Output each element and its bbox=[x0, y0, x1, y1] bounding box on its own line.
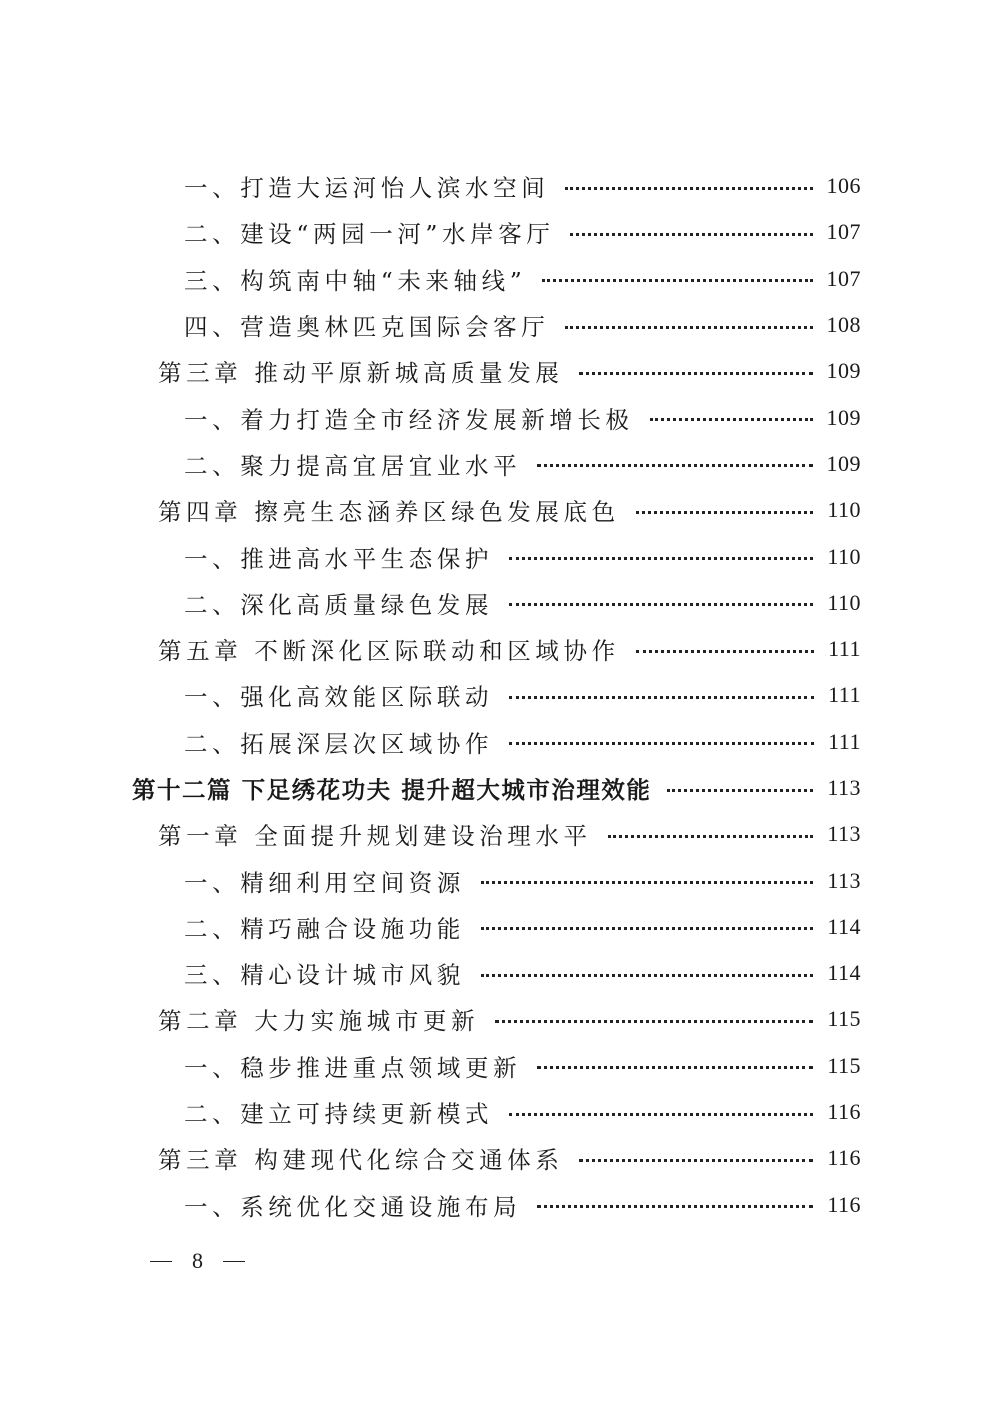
toc-entry-title: 二、建设“两园一河”水岸客厅 bbox=[184, 220, 555, 249]
toc-entry-page-number: 108 bbox=[826, 312, 861, 338]
toc-entry-section[interactable] bbox=[0, 1182, 992, 1228]
toc-entry-title: 第十二篇 下足绣花功夫 提升超大城市治理效能 bbox=[132, 776, 652, 804]
toc-entry-title: 二、聚力提高宜居宜业水平 bbox=[184, 451, 522, 480]
page-footer bbox=[150, 1248, 245, 1274]
toc-entry-section[interactable] bbox=[0, 1089, 992, 1135]
toc-leader-dots bbox=[579, 1159, 813, 1162]
toc-entry-title: 第二章 大力实施城市更新 bbox=[158, 1007, 480, 1036]
toc-entry-page-number: 113 bbox=[827, 775, 861, 800]
toc-entry-page-number: 107 bbox=[826, 219, 861, 245]
toc-leader-dots bbox=[509, 696, 814, 699]
toc-leader-dots bbox=[565, 187, 812, 190]
toc-leader-dots bbox=[537, 1205, 813, 1208]
toc-leader-dots bbox=[570, 233, 812, 236]
toc-entry-section[interactable] bbox=[0, 950, 992, 996]
toc-leader-dots bbox=[608, 835, 814, 838]
toc-leader-dots bbox=[636, 511, 814, 514]
toc-leader-dots bbox=[481, 881, 813, 884]
toc-entry-title: 三、精心设计城市风貌 bbox=[184, 961, 465, 990]
toc-entry-section[interactable] bbox=[0, 580, 992, 626]
toc-entry-title: 第一章 全面提升规划建设治理水平 bbox=[158, 822, 592, 851]
toc-entry-chapter[interactable] bbox=[0, 626, 992, 672]
toc-entry-title: 二、深化高质量绿色发展 bbox=[184, 590, 494, 619]
toc-entry-page-number: 114 bbox=[827, 913, 861, 939]
toc-entry-section[interactable] bbox=[0, 904, 992, 950]
toc-entry-page-number: 115 bbox=[827, 1006, 861, 1032]
toc-entry-title: 第三章 推动平原新城高质量发展 bbox=[158, 359, 564, 388]
toc-entry-section[interactable] bbox=[0, 1043, 992, 1089]
toc-leader-dots bbox=[667, 789, 813, 792]
toc-entry-title: 一、打造大运河怡人滨水空间 bbox=[184, 174, 550, 203]
toc-entry-section[interactable] bbox=[0, 719, 992, 765]
toc-entry-title: 一、稳步推进重点领域更新 bbox=[184, 1053, 522, 1082]
toc-leader-dots bbox=[537, 464, 812, 467]
toc-entry-title: 一、强化高效能区际联动 bbox=[184, 683, 494, 712]
toc-entry-title: 一、系统优化交通设施布局 bbox=[184, 1192, 522, 1221]
toc-entry-page-number: 109 bbox=[826, 404, 861, 430]
toc-entry-page-number: 111 bbox=[828, 636, 861, 662]
toc-entry-part[interactable] bbox=[0, 765, 992, 811]
footer-dash-right bbox=[223, 1261, 245, 1262]
footer-dash-left bbox=[150, 1261, 172, 1262]
toc-entry-page-number: 109 bbox=[826, 450, 861, 476]
toc-entry-section[interactable] bbox=[0, 302, 992, 348]
toc-entry-section[interactable] bbox=[0, 209, 992, 255]
toc-entry-page-number: 114 bbox=[827, 960, 861, 986]
toc-entry-title: 第三章 构建现代化综合交通体系 bbox=[158, 1146, 564, 1175]
toc-entry-title: 二、拓展深层次区域协作 bbox=[184, 729, 494, 758]
toc-entry-title: 四、营造奥林匹克国际会客厅 bbox=[184, 313, 550, 342]
toc-entry-page-number: 107 bbox=[826, 265, 861, 291]
toc-entry-page-number: 113 bbox=[827, 821, 861, 847]
toc-leader-dots bbox=[542, 279, 812, 282]
toc-entry-title: 第五章 不断深化区际联动和区域协作 bbox=[158, 637, 620, 666]
toc-leader-dots bbox=[481, 974, 813, 977]
toc-entry-page-number: 110 bbox=[827, 543, 861, 569]
page-number: 8 bbox=[192, 1248, 203, 1273]
toc-entry-title: 一、精细利用空间资源 bbox=[184, 868, 465, 897]
toc-entry-page-number: 116 bbox=[827, 1099, 861, 1125]
toc-leader-dots bbox=[509, 1113, 813, 1116]
toc-entry-page-number: 106 bbox=[826, 173, 861, 199]
toc-entry-section[interactable] bbox=[0, 256, 992, 302]
toc-entry-chapter[interactable] bbox=[0, 487, 992, 533]
toc-entry-page-number: 109 bbox=[826, 358, 861, 384]
table-of-contents bbox=[0, 163, 992, 1228]
toc-leader-dots bbox=[509, 742, 814, 745]
toc-leader-dots bbox=[495, 1020, 813, 1023]
toc-entry-page-number: 110 bbox=[827, 497, 861, 523]
toc-entry-chapter[interactable] bbox=[0, 996, 992, 1042]
toc-entry-chapter[interactable] bbox=[0, 811, 992, 857]
toc-entry-page-number: 116 bbox=[827, 1191, 861, 1217]
toc-leader-dots bbox=[565, 326, 812, 329]
toc-entry-section[interactable] bbox=[0, 672, 992, 718]
toc-entry-section[interactable] bbox=[0, 163, 992, 209]
toc-entry-page-number: 115 bbox=[827, 1052, 861, 1078]
toc-entry-title: 一、推进高水平生态保护 bbox=[184, 544, 494, 573]
toc-entry-page-number: 116 bbox=[827, 1145, 861, 1171]
toc-leader-dots bbox=[650, 418, 813, 421]
toc-entry-page-number: 111 bbox=[828, 682, 861, 708]
toc-entry-section[interactable] bbox=[0, 394, 992, 440]
toc-entry-title: 二、精巧融合设施功能 bbox=[184, 914, 465, 943]
toc-entry-title: 三、构筑南中轴“未来轴线” bbox=[184, 266, 527, 295]
toc-entry-section[interactable] bbox=[0, 857, 992, 903]
toc-leader-dots bbox=[636, 650, 814, 653]
toc-entry-title: 第四章 擦亮生态涵养区绿色发展底色 bbox=[158, 498, 620, 527]
toc-leader-dots bbox=[509, 557, 813, 560]
toc-leader-dots bbox=[579, 372, 812, 375]
toc-leader-dots bbox=[537, 1066, 813, 1069]
toc-entry-page-number: 110 bbox=[827, 589, 861, 615]
toc-entry-section[interactable] bbox=[0, 533, 992, 579]
toc-leader-dots bbox=[509, 603, 813, 606]
toc-entry-page-number: 111 bbox=[828, 728, 861, 754]
toc-leader-dots bbox=[481, 927, 813, 930]
toc-entry-page-number: 113 bbox=[827, 867, 861, 893]
toc-entry-section[interactable] bbox=[0, 441, 992, 487]
toc-entry-title: 一、着力打造全市经济发展新增长极 bbox=[184, 405, 634, 434]
toc-entry-chapter[interactable] bbox=[0, 348, 992, 394]
toc-entry-chapter[interactable] bbox=[0, 1135, 992, 1181]
toc-entry-title: 二、建立可持续更新模式 bbox=[184, 1100, 494, 1129]
